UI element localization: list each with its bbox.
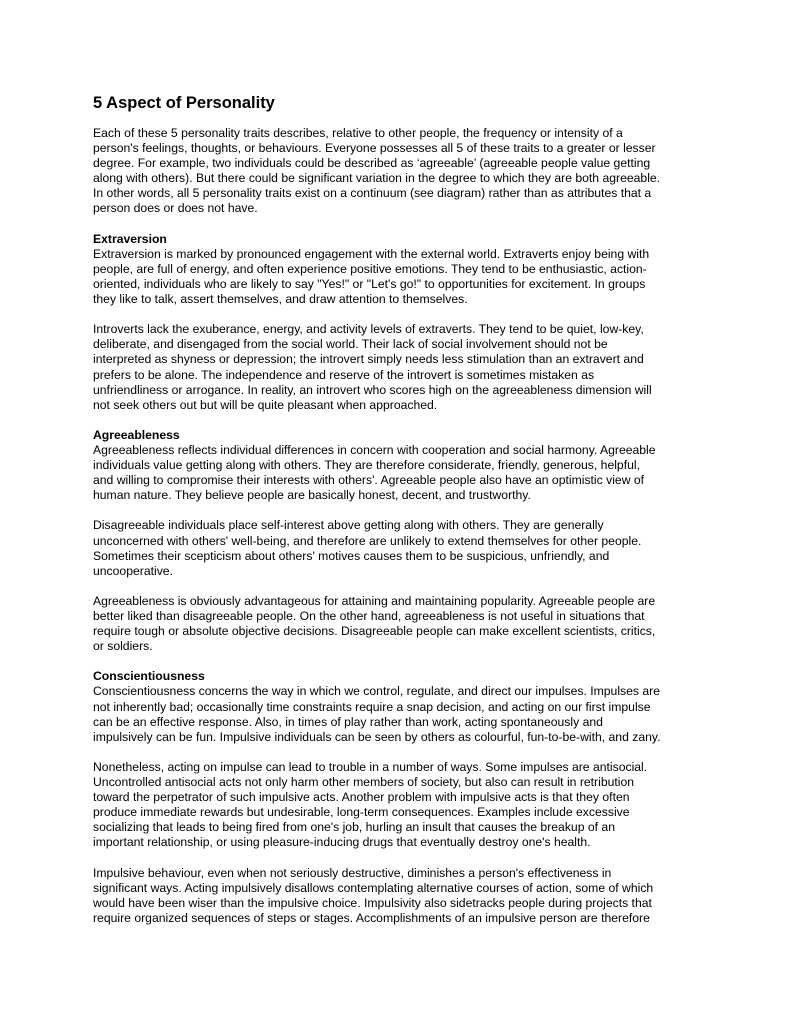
text-line: Disagreeable individuals place self-interest above getting along with others. They are generally: [93, 518, 604, 533]
extraversion-paragraph-2: [93, 322, 713, 413]
text-line: people, are full of energy, and often experience positive emotions. They tend to be enthusiastic, action-: [93, 261, 647, 276]
document-page: [93, 93, 713, 941]
section-heading-extraversion: Extraversion: [93, 231, 167, 246]
text-line: they like to talk, assert themselves, and draw attention to themselves.: [93, 292, 468, 307]
text-line: Uncontrolled antisocial acts not only harm other members of society, but also can result in retribution: [93, 775, 635, 790]
text-line: produce immediate rewards but undesirable, long-term consequences. Examples include excessive: [93, 805, 630, 820]
text-line: would have been wiser than the impulsive choice. Impulsivity also sidetracks people during projects that: [93, 895, 652, 910]
agreeableness-paragraph-1: [93, 428, 713, 503]
intro-paragraph: [93, 126, 713, 217]
text-line: Introverts lack the exuberance, energy, and activity levels of extraverts. They tend to be quiet, low-key,: [93, 322, 644, 337]
text-line: Conscientiousness concerns the way in which we control, regulate, and direct our impulses. Impulses are: [93, 684, 660, 699]
text-line: interpreted as shyness or depression; the introvert simply needs less stimulation than an extravert and: [93, 352, 644, 367]
text-line: Sometimes their scepticism about others' motives causes them to be suspicious, unfriendly, and: [93, 548, 610, 563]
text-line: require organized sequences of steps or stages. Accomplishments of an impulsive person are therefore: [93, 910, 650, 925]
text-line: degree. For example, two individuals could be described as ‘agreeable’ (agreeable people value getting: [93, 156, 651, 171]
text-line: Nonetheless, acting on impulse can lead to trouble in a number of ways. Some impulses are antisocial.: [93, 759, 648, 774]
text-line: In other words, all 5 personality traits exist on a continuum (see diagram) rather than as attributes that a: [93, 186, 652, 201]
section-agreeableness: [93, 428, 713, 654]
text-line: socializing that leads to being fired from one's job, hurling an insult that causes the breakup of an: [93, 820, 615, 835]
text-line: Agreeableness is obviously advantageous for attaining and maintaining popularity. Agreeable people are: [93, 593, 656, 608]
section-extraversion: [93, 232, 713, 413]
extraversion-paragraph-1: [93, 232, 713, 307]
conscientiousness-paragraph-3: [93, 866, 713, 926]
text-line: person's feelings, thoughts, or behaviours. Everyone possesses all 5 of these traits to a greater or lesser: [93, 141, 656, 156]
text-line: impulsively can be fun. Impulsive individuals can be seen by others as colourful, fun-to-be-with, and zany.: [93, 729, 661, 744]
text-line: along with others). But there could be significant variation in the degree to which they are both agreeable.: [93, 171, 661, 186]
text-line: person does or does not have.: [93, 201, 258, 216]
text-line: deliberate, and disengaged from the social world. Their lack of social involvement should not be: [93, 337, 608, 352]
page-title: 5 Aspect of Personality: [93, 94, 275, 112]
text-line: human nature. They believe people are basically honest, decent, and trustworthy.: [93, 488, 531, 503]
conscientiousness-paragraph-2: [93, 760, 713, 851]
text-line: toward the perpetrator of such impulsive acts. Another problem with impulsive acts is that they often: [93, 790, 630, 805]
text-line: unfriendliness or arrogance. In reality, an introvert who scores high on the agreeableness dimension will: [93, 382, 652, 397]
conscientiousness-paragraph-1: [93, 669, 713, 744]
text-line: Each of these 5 personality traits describes, relative to other people, the frequency or intensity of a: [93, 126, 623, 140]
text-line: Impulsive behaviour, even when not seriously destructive, diminishes a person's effectiveness in: [93, 865, 612, 880]
text-line: require tough or absolute objective decisions. Disagreeable people can make excellent scientists, critics,: [93, 624, 656, 639]
text-line: prefers to be alone. The independence and reserve of the introvert is sometimes mistaken as: [93, 367, 595, 382]
section-conscientiousness: [93, 669, 713, 926]
text-line: or soldiers.: [93, 639, 153, 654]
text-line: significant ways. Acting impulsively disallows contemplating alternative courses of action, some of which: [93, 880, 654, 895]
text-line: uncooperative.: [93, 563, 173, 578]
text-line: and willing to compromise their interests with others'. Agreeable people also have an optimistic view of: [93, 473, 645, 488]
agreeableness-paragraph-3: [93, 594, 713, 654]
section-heading-conscientiousness: Conscientiousness: [93, 669, 205, 684]
text-line: can be an effective response. Also, in times of play rather than work, acting spontaneously and: [93, 714, 603, 729]
text-line: Extraversion is marked by pronounced engagement with the external world. Extraverts enjoy being with: [93, 246, 650, 261]
text-line: individuals value getting along with others. They are therefore considerate, friendly, generous, helpful,: [93, 458, 640, 473]
text-line: oriented, individuals who are likely to say "Yes!" or "Let's go!" to opportunities for excitement. In groups: [93, 276, 646, 291]
text-line: important relationship, or using pleasure-inducing drugs that eventually destroy one's health.: [93, 835, 591, 850]
text-line: Agreeableness reflects individual differences in concern with cooperation and social harmony. Agreeable: [93, 442, 656, 457]
text-line: not inherently bad; occasionally time constraints require a snap decision, and acting on our first impulse: [93, 699, 651, 714]
agreeableness-paragraph-2: [93, 518, 713, 578]
section-heading-agreeableness: Agreeableness: [93, 427, 180, 442]
text-line: unconcerned with others' well-being, and therefore are unlikely to extend themselves for other people.: [93, 533, 642, 548]
text-line: not seek others out but will be quite pleasant when approached.: [93, 397, 438, 412]
text-line: better liked than disagreeable people. On the other hand, agreeableness is not useful in situations that: [93, 609, 645, 623]
